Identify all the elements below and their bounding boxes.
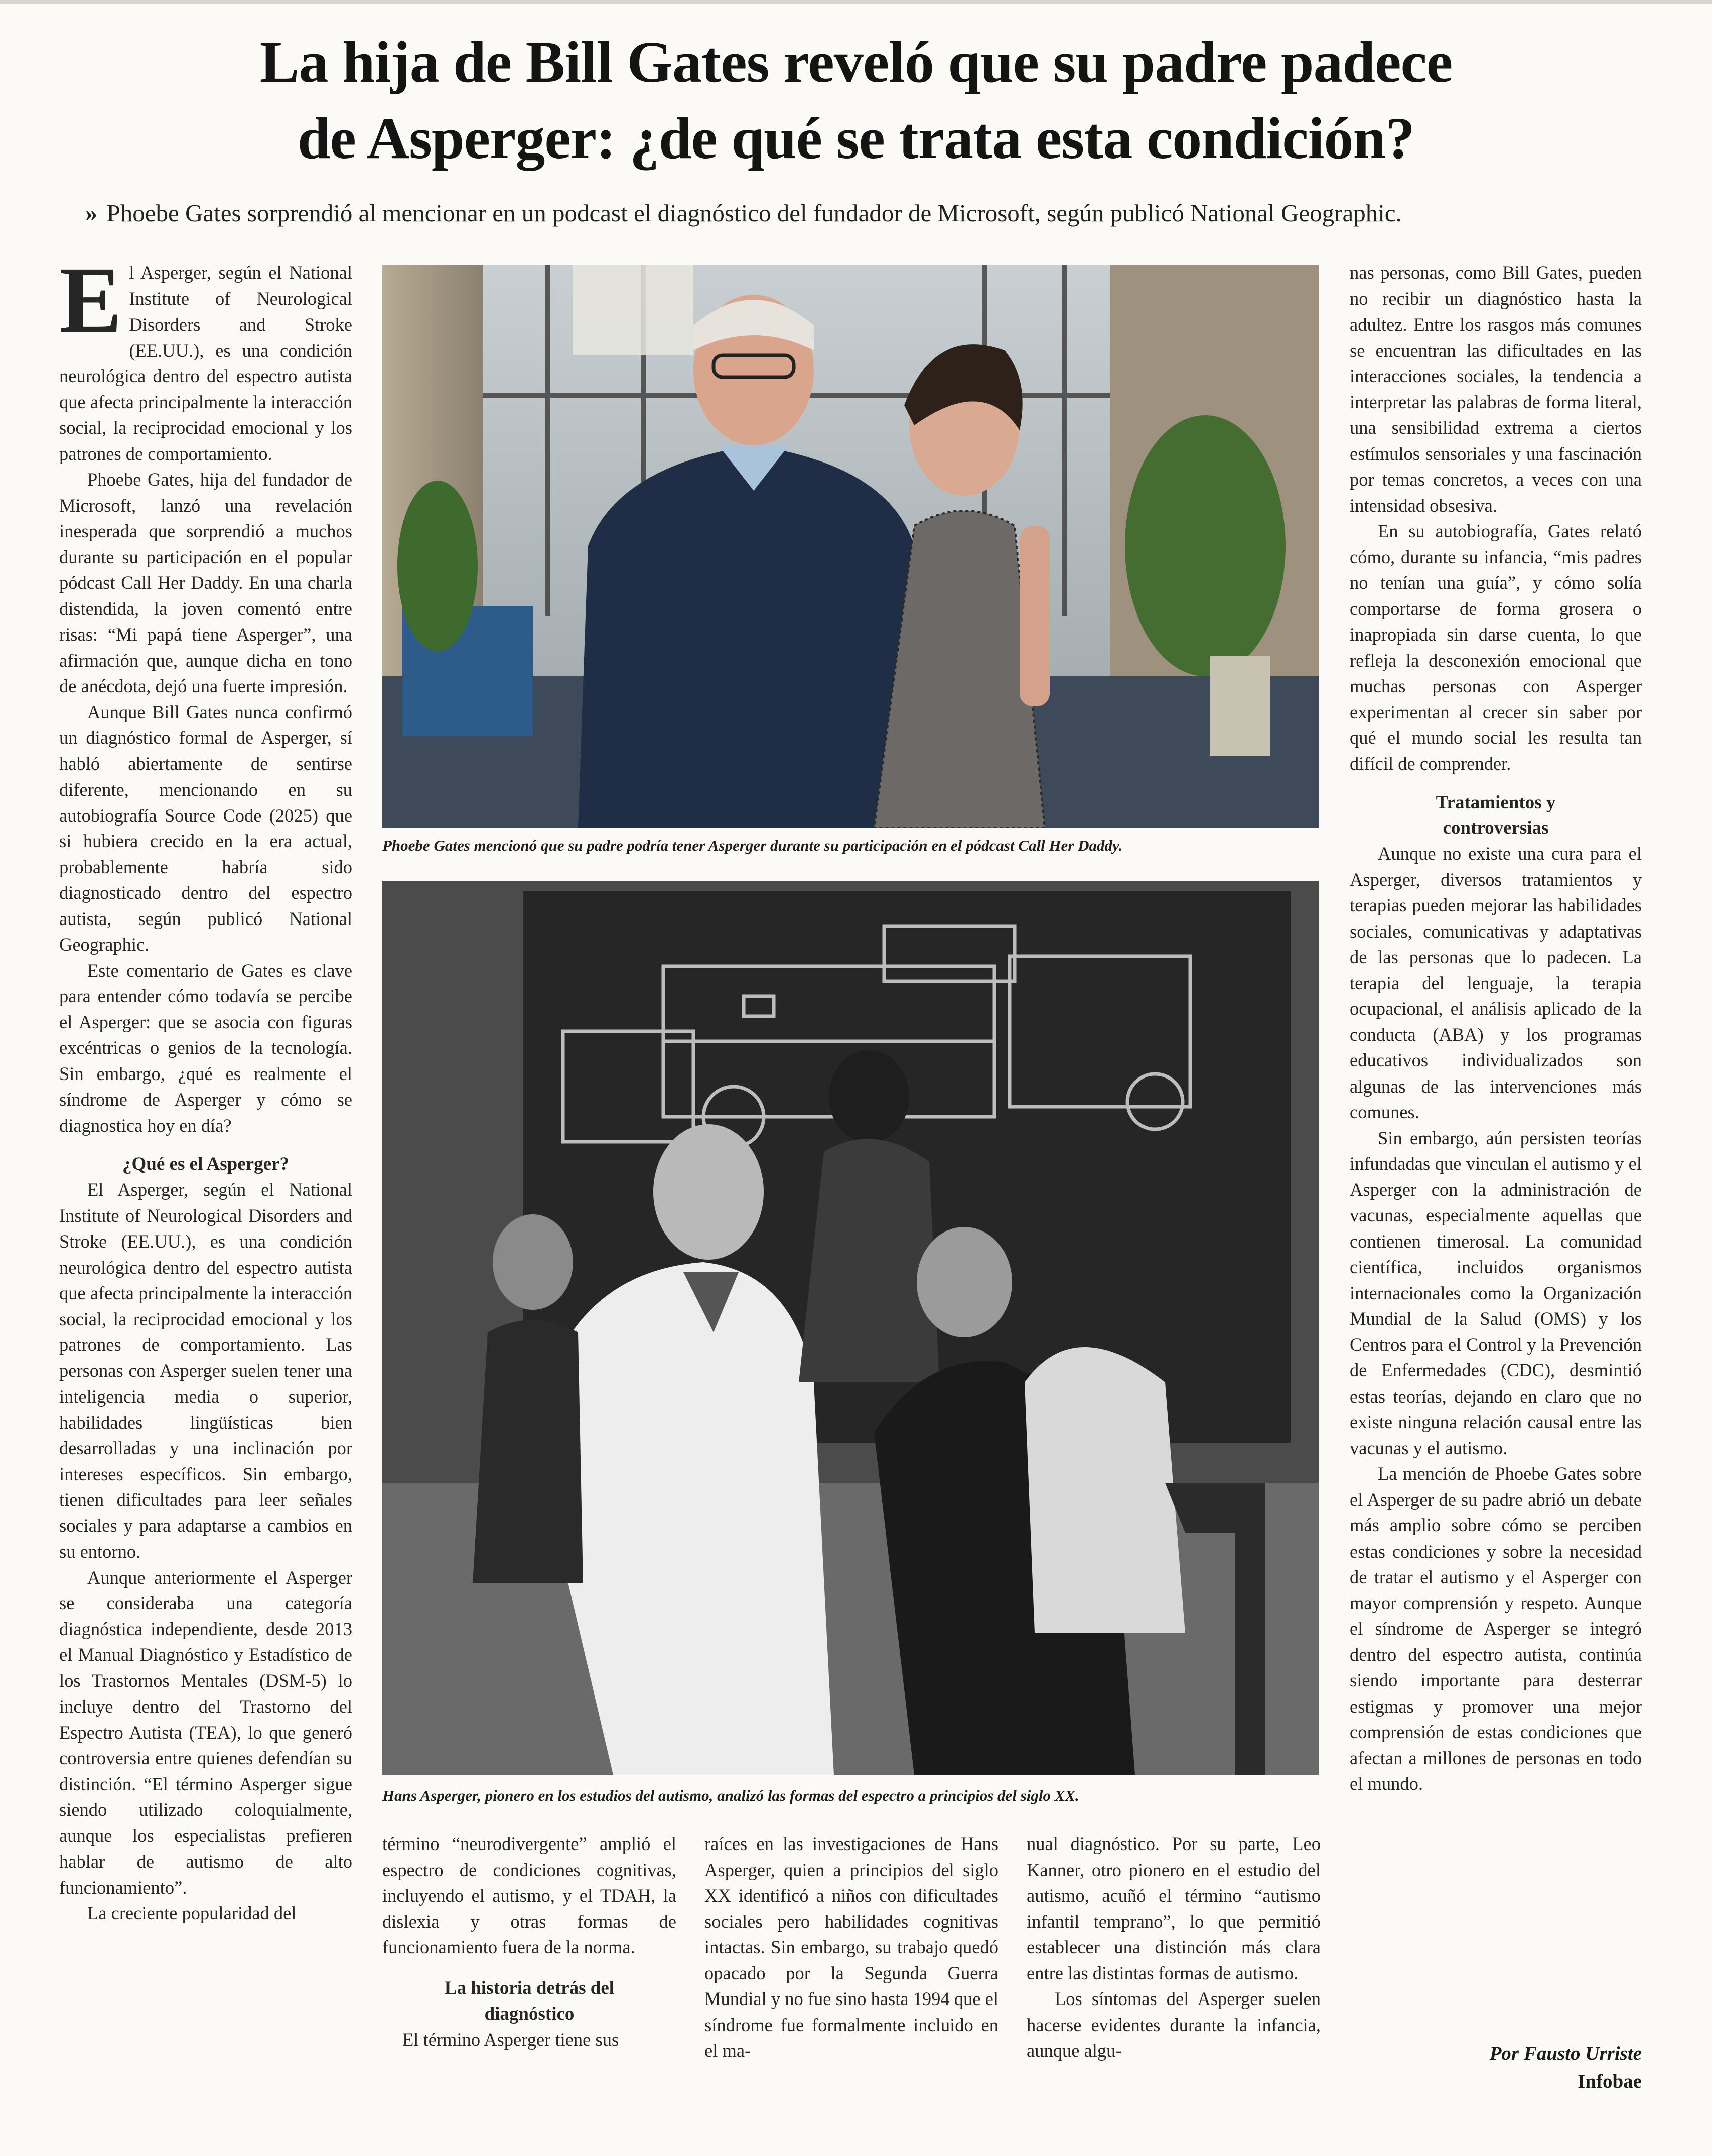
photo-bill-and-phoebe-gates: [382, 265, 1319, 828]
section-heading: Tratamientos y controversias: [1436, 792, 1556, 838]
paragraph: Los síntomas del Asperger suelen hacerse evidentes durante la infancia, aunque algu-: [1027, 1988, 1321, 2061]
paragraph: Aunque no existe una cura para el Asperger, diversos tratamientos y terapias pueden mejorar las habilidades sociales, comunicativas y adaptativas de las personas que lo padecen. La terapia del lenguaje, la terapia ocupacional, el análisis aplicado de la conducta (ABA) y los programas educativos individualizados son algunas de las intervenciones más comunes.: [1350, 843, 1642, 1122]
photo-caption-2: Hans Asperger, pionero en los estudios del autismo, analizó las formas del espectro a principios del siglo XX.: [382, 1787, 1079, 1804]
paragraph: Aunque Bill Gates nunca confirmó un diagnóstico formal de Asperger, sí habló abiertamente de sentirse diferente, mencionando en su autobiografía Source Code (2025) que si hubiera crecido en la era actual, probablemente habría sido diagnosticado dentro del espectro autista, según publicó National Geographic.: [59, 701, 352, 955]
article-column-left: [59, 260, 352, 2084]
paragraph: Phoebe Gates, hija del fundador de Microsoft, lanzó una revelación inesperada que sorprendió a muchos durante su participación en el popular pódcast Call Her Daddy. En una charla distendida, la joven comentó entre risas: “Mi papá tiene Asperger”, una afirmación que, aunque dicha en tono de anécdota, dejó una fuerte impresión.: [59, 469, 352, 696]
paragraph: La creciente popularidad del: [87, 1903, 297, 1923]
byline-author: Por Fausto Urriste: [1489, 2043, 1642, 2064]
paragraph: El término Asperger tiene sus: [402, 2029, 619, 2050]
paragraph: raíces en las investigaciones de Hans Asperger, quien a principios del siglo XX identificó a niños con dificultades sociales pero habilidades cognitivas intactas. Sin embargo, su trabajo quedó opacado por la Segunda Guerra Mundial y no fue sino hasta 1994 que el síndrome fue formalmente incluido en el ma-: [704, 1833, 998, 2061]
subhead-text: Phoebe Gates sorprendió al mencionar en un podcast el diagnóstico del fundador de Microsoft, según publicó National Geographic.: [106, 199, 1402, 227]
section-heading: La historia detrás del diagnóstico: [444, 1977, 615, 2024]
page-top-rule: [0, 0, 1712, 4]
byline-outlet: Infobae: [1578, 2071, 1642, 2092]
paragraph: nual diagnóstico. Por su parte, Leo Kanner, otro pionero en el estudio del autismo, acuñó el término “autismo infantil temprano”, lo que permitió establecer una distinción más clara entre las distintas formas de autismo.: [1027, 1833, 1321, 1983]
article-column-right: [1350, 260, 1642, 2056]
article-column-bottom-1: [382, 1831, 676, 2092]
article-column-bottom-3: [1027, 1831, 1321, 2092]
paragraph: Este comentario de Gates es clave para entender cómo todavía se percibe el Asperger: que se asocia con figuras excéntricas o genios de la tecnología. Sin embargo, ¿qué es realmente el síndrome de Asperger y cómo se diagnostica hoy en día?: [59, 960, 352, 1136]
paragraph: El Asperger, según el National Institute of Neurological Disorders and Stroke (EE.UU.), es una condición neurológica dentro del espectro autista que afecta principalmente la interacción social, la reciprocidad emocional y los patrones de comportamiento. Las personas con Asperger suelen tener una inteligencia media o superior, habilidades lingüísticas bien desarrolladas y una inclinación por intereses específicos. Sin embargo, tienen dificultades para leer señales sociales y para adaptarse a cambios en su entorno.: [59, 1179, 352, 1562]
paragraph: El Asperger, según el National Institute of Neurological Disorders and Stroke (EE.UU.), es una condición neurológica dentro del espectro autista que afecta principalmente la interacción social, la reciprocidad emocional y los patrones de comportamiento.: [59, 260, 352, 464]
subheadline: [85, 197, 1621, 230]
paragraph: En su autobiografía, Gates relató cómo, durante su infancia, “mis padres no tenían una guía”, y cómo solía comportarse de forma grosera o inapropiada sin darse cuenta, lo que refleja la desconexión emocional que muchas personas con Asperger experimentan al crecer sin saber por qué el mundo social les resulta tan difícil de comprender.: [1350, 521, 1642, 774]
section-heading: ¿Qué es el Asperger?: [122, 1154, 289, 1174]
photo-caption-1: Phoebe Gates mencionó que su padre podría tener Asperger durante su participación en el pódcast Call Her Daddy.: [382, 837, 1123, 854]
paragraph: nas personas, como Bill Gates, pueden no recibir un diagnóstico hasta la adultez. Entre los rasgos más comunes se encuentran las dificultades en las interacciones sociales, la tendencia a interpretar las palabras de forma literal, una sensibilidad extrema a ciertos estímulos sensoriales y una fascinación por temas concretos, a veces con una intensidad obsesiva.: [1350, 262, 1642, 516]
paragraph: término “neurodivergente” amplió el espectro de condiciones cognitivas, incluyendo el autismo, y el TDAH, la dislexia y otras formas de funcionamiento fuera de la norma.: [382, 1833, 676, 1957]
paragraph: La mención de Phoebe Gates sobre el Asperger de su padre abrió un debate más amplio sobre cómo se perciben estas condiciones y sobre la necesidad de tratar el autismo y el Asperger con mayor comprensión y respeto. Aunque el síndrome de Asperger se integró dentro del espectro autista, continúa siendo importante para desterrar estigmas y promover una mejor comprensión de estas condiciones que afectan a millones de personas en todo el mundo.: [1350, 1463, 1642, 1794]
subhead-marker-icon: »: [85, 199, 98, 227]
headline: [60, 24, 1652, 177]
article-column-bottom-2: [704, 1831, 998, 2092]
byline: [1350, 2040, 1642, 2096]
paragraph: Sin embargo, aún persisten teorías infundadas que vinculan el autismo y el Asperger con la administración de vacunas, especialmente aquellas que contienen timerosal. La comunidad científica, incluidos organismos internacionales como la Organización Mundial de la Salud (OMS) y los Centros para el Control y la Prevención de Enfermedades (CDC), desmintió estas teorías, dejando en claro que no existe ninguna relación causal entre las vacunas y el autismo.: [1350, 1127, 1642, 1458]
photo-hans-asperger: [382, 881, 1319, 1775]
headline-line-1: La hija de Bill Gates reveló que su padre padece: [259, 29, 1453, 95]
headline-line-2: de Asperger: ¿de qué se trata esta condición?: [297, 105, 1415, 171]
drop-cap: E: [59, 260, 122, 352]
paragraph: Aunque anteriormente el Asperger se consideraba una categoría diagnóstica independiente, desde 2013 el Manual Diagnóstico y Estadístico de los Trastornos Mentales (DSM-5) lo incluye dentro del Trastorno del Espectro Autista (TEA), lo que generó controversia entre quienes defendían su distinción. “El término Asperger sigue siendo utilizado coloquialmente, aunque los especialistas prefieren hablar de autismo de alto funcionamiento”.: [59, 1567, 352, 1898]
